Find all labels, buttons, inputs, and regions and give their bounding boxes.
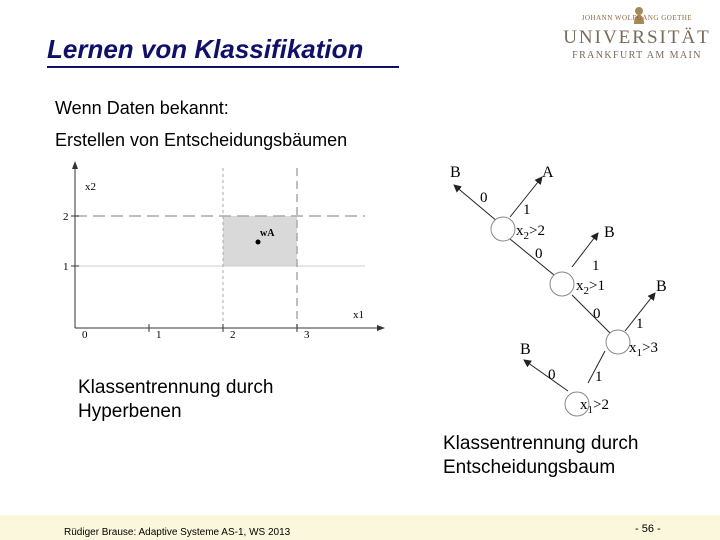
y-axis-label: x2 (85, 181, 96, 193)
y-tick-label-2: 2 (63, 211, 69, 223)
x-tick-label-3: 3 (304, 329, 310, 341)
x-tick-label-0: 0 (82, 329, 88, 341)
logo-sub-text: FRANKFURT AM MAIN (572, 50, 702, 61)
x-axis-label: x1 (353, 309, 364, 321)
tree-caption-line-1: Klassentrennung durch (443, 433, 639, 454)
hyperplane-caption (78, 376, 273, 424)
edge-label-0-a: 0 (480, 190, 488, 206)
footer-page-number: - 56 - (635, 523, 661, 535)
edge-label-1-b: 1 (592, 258, 600, 274)
feature-space-plot (55, 158, 390, 348)
tree-caption-line-2: Entscheidungsbaum (443, 457, 616, 478)
node-label-1: $x_2>2$ (516, 223, 545, 242)
leaf-label-1: B (450, 164, 461, 181)
edge-label-1-c: 1 (636, 316, 644, 332)
node-label-3: $x_1>3$ (629, 340, 658, 359)
text-line-2: Erstellen von Entscheidungsbäumen (55, 130, 348, 150)
point-wA (256, 240, 261, 245)
footer-author: Rüdiger Brause: Adaptive Systeme AS-1, WS 2013 (64, 527, 291, 538)
edge-label-0-b: 0 (535, 246, 543, 262)
x-tick-label-2: 2 (230, 329, 236, 341)
hyperplane-caption-line-1: Klassentrennung durch (78, 377, 274, 398)
edge-1-left (454, 185, 498, 222)
logo-top-text: JOHANN WOLFGANG GOETHE (581, 14, 693, 22)
text-line-1: Wenn Daten bekannt: (55, 98, 229, 118)
edge-label-1-a: 1 (523, 202, 531, 218)
y-axis-arrow-icon (72, 161, 78, 169)
logo-main-text: UNIVERSITÄT (563, 27, 711, 48)
hyperplane-caption-line-2: Hyperbenen (78, 401, 182, 422)
edge-label-0-c: 0 (593, 306, 601, 322)
y-tick-label-1: 1 (63, 261, 69, 273)
tree-node-2 (550, 272, 574, 296)
slide-title: Lernen von Klassifikation (47, 34, 364, 64)
leaf-label-4: B (656, 278, 667, 295)
decision-tree (430, 155, 690, 425)
point-label: wA (260, 228, 275, 239)
tree-node-3 (606, 330, 630, 354)
university-logo (562, 6, 712, 66)
x-axis-arrow-icon (377, 325, 385, 331)
edge-4-left (524, 360, 568, 391)
edge-label-1-d: 1 (595, 369, 603, 385)
node-label-4: $x_1>2$ (580, 397, 609, 416)
title-underline (47, 66, 399, 68)
leaf-label-3: B (604, 224, 615, 241)
edge-2-to-3 (572, 295, 610, 333)
edge-label-0-d: 0 (548, 367, 556, 383)
tree-node-1 (491, 217, 515, 241)
node-label-2: $x_2>1$ (576, 278, 605, 297)
leaf-label-2: A (542, 164, 554, 181)
leaf-label-5: B (520, 341, 531, 358)
x-tick-label-1: 1 (156, 329, 162, 341)
tree-caption (443, 432, 638, 480)
edge-1-to-2 (510, 239, 554, 275)
